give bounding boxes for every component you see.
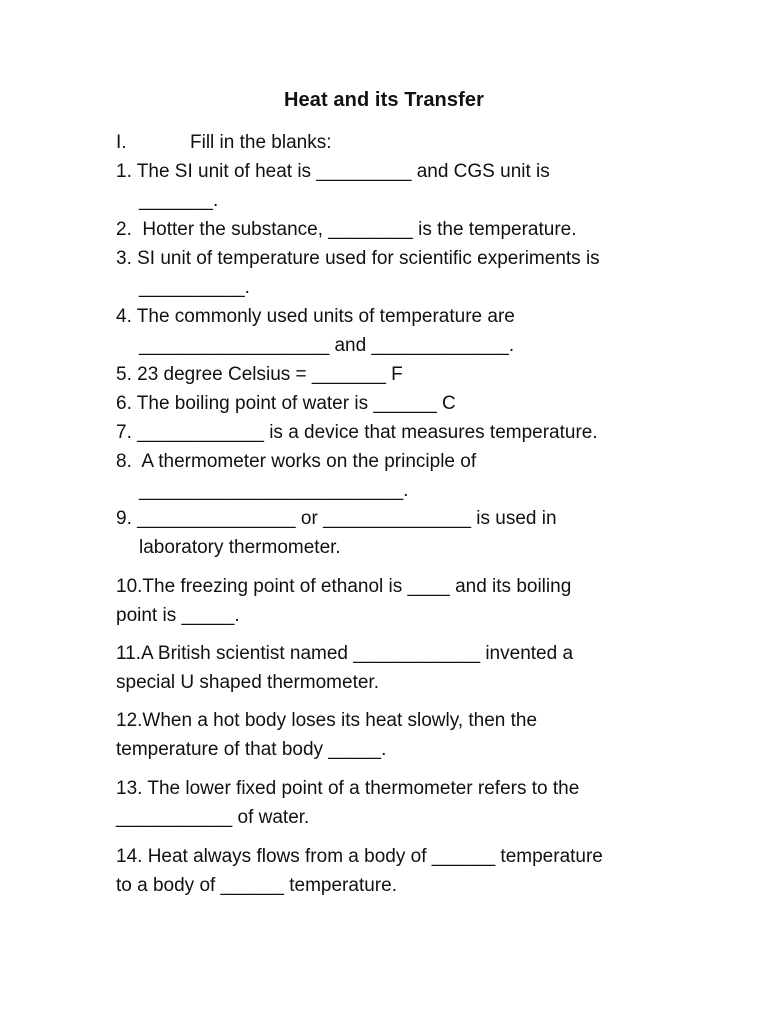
question-6: 6. The boiling point of water is ______ C <box>116 393 456 414</box>
worksheet-title: Heat and its Transfer <box>284 89 484 111</box>
question-10: 10.The freezing point of ethanol is ____ and its boiling <box>116 576 572 597</box>
question-4-continued: __________________ and _____________. <box>139 335 515 356</box>
question-13: 13. The lower fixed point of a thermometer refers to the <box>116 778 580 799</box>
question-12-continued: temperature of that body _____. <box>116 739 387 760</box>
section-heading: Fill in the blanks: <box>190 132 332 153</box>
section-number: I. <box>116 132 127 153</box>
question-4: 4. The commonly used units of temperature are <box>116 306 515 327</box>
question-11-continued: special U shaped thermometer. <box>116 672 379 693</box>
question-9-continued: laboratory thermometer. <box>139 537 341 558</box>
question-9: 9. _______________ or ______________ is used in <box>116 508 557 529</box>
question-11: 11.A British scientist named ____________ invented a <box>116 643 574 664</box>
question-14-continued: to a body of ______ temperature. <box>116 875 397 896</box>
question-13-continued: ___________ of water. <box>116 807 310 828</box>
question-5: 5. 23 degree Celsius = _______ F <box>116 364 403 385</box>
question-2: 2. Hotter the substance, ________ is the temperature. <box>116 219 577 240</box>
question-3: 3. SI unit of temperature used for scientific experiments is <box>116 248 600 269</box>
question-8-continued: _________________________. <box>139 480 409 501</box>
question-8: 8. A thermometer works on the principle of <box>116 451 477 472</box>
question-1-continued: _______. <box>139 190 219 211</box>
question-10-continued: point is _____. <box>116 605 240 626</box>
question-14: 14. Heat always flows from a body of ______ temperature <box>116 846 603 867</box>
question-7: 7. ____________ is a device that measures temperature. <box>116 422 598 443</box>
question-1: 1. The SI unit of heat is _________ and CGS unit is <box>116 161 550 182</box>
question-3-continued: __________. <box>139 277 250 298</box>
question-12: 12.When a hot body loses its heat slowly, then the <box>116 710 538 731</box>
